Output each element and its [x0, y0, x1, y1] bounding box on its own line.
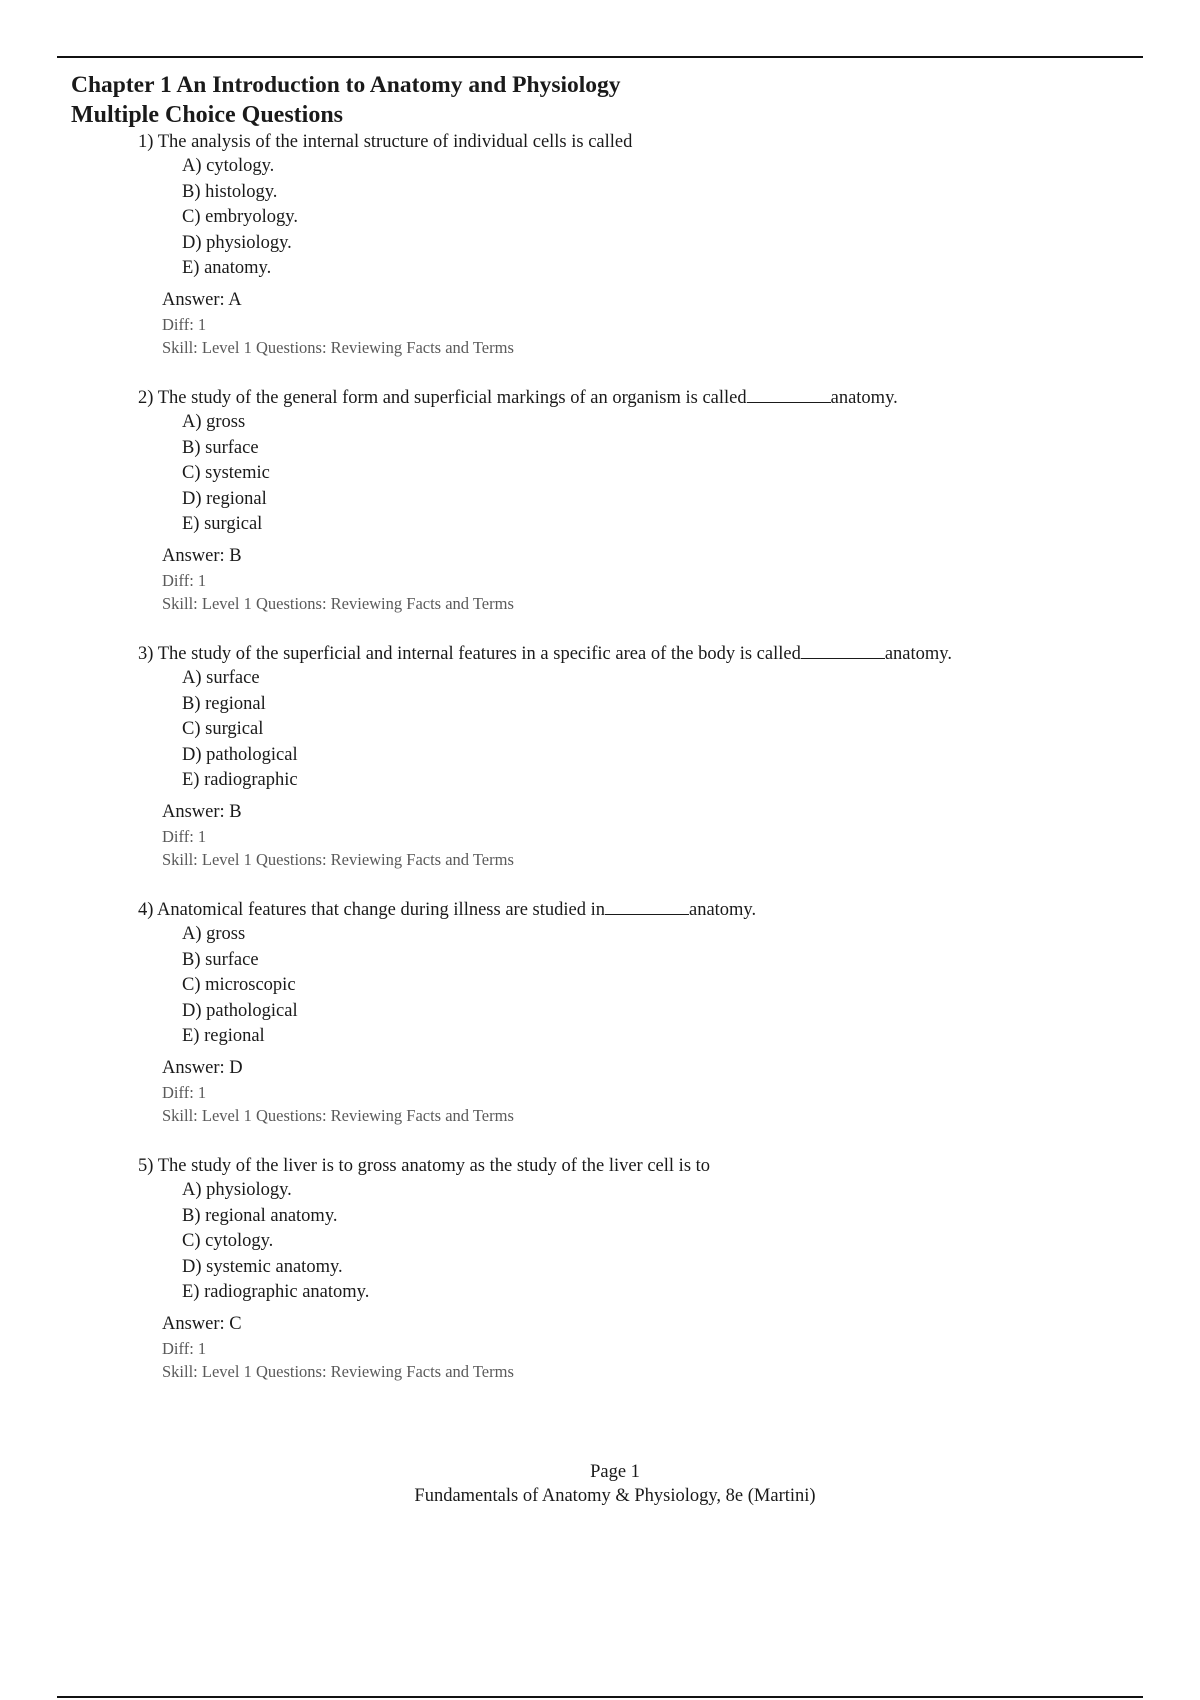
answer-option: C) embryology.: [182, 207, 298, 228]
answer-blank: [801, 643, 885, 659]
section-title: Multiple Choice Questions: [71, 102, 344, 128]
answer-option: A) physiology.: [182, 1180, 292, 1200]
question-text: 3) The study of the superficial and internal features in a specific area of the body is called: [138, 644, 801, 664]
answer-blank: [605, 899, 689, 915]
question-item: [138, 130, 1138, 386]
question-stem: [138, 1154, 710, 1178]
answer-option: E) radiographic anatomy.: [182, 1282, 370, 1303]
chapter-title: Chapter 1 An Introduction to Anatomy and Physiology: [71, 72, 621, 98]
question-text: 2) The study of the general form and superficial markings of an organism is called: [138, 388, 747, 408]
option-list: [182, 1178, 369, 1306]
answer-option: B) surface: [182, 437, 259, 458]
option-list: [182, 154, 298, 282]
answer-key: Answer: C: [162, 1314, 242, 1334]
skill-label: Skill: Level 1 Questions: Reviewing Facts and Terms: [162, 594, 514, 613]
question-text-end: anatomy.: [688, 900, 757, 920]
answer-option: C) cytology.: [182, 1231, 274, 1252]
skill-label: Skill: Level 1 Questions: Reviewing Facts and Terms: [162, 338, 514, 357]
answer-option: B) histology.: [182, 181, 278, 202]
answer-option: B) surface: [182, 949, 259, 970]
answer-option: B) regional: [182, 693, 266, 714]
difficulty-label: Diff: 1: [162, 1339, 207, 1358]
answer-option: A) cytology.: [182, 156, 275, 176]
question-item: [138, 386, 1138, 642]
top-rule: [57, 56, 1143, 58]
answer-option: B) regional anatomy.: [182, 1205, 338, 1226]
question-item: [138, 642, 1138, 898]
answer-option: C) microscopic: [182, 975, 296, 996]
bottom-rule: [57, 1696, 1143, 1698]
answer-option: E) regional: [182, 1026, 265, 1047]
skill-label: Skill: Level 1 Questions: Reviewing Facts and Terms: [162, 850, 514, 869]
page-number: Page 1: [590, 1462, 640, 1482]
book-title: Fundamentals of Anatomy & Physiology, 8e (Martini): [414, 1486, 816, 1506]
difficulty-label: Diff: 1: [162, 315, 207, 334]
answer-key: Answer: B: [162, 802, 242, 822]
answer-option: D) pathological: [182, 744, 298, 765]
difficulty-label: Diff: 1: [162, 571, 207, 590]
option-list: [182, 922, 298, 1050]
answer-option: A) gross: [182, 924, 246, 944]
question-item: [138, 898, 1138, 1154]
answer-option: E) radiographic: [182, 770, 298, 791]
question-stem: [138, 386, 898, 410]
question-list: [138, 130, 1138, 1410]
answer-option: A) surface: [182, 668, 260, 688]
answer-option: D) regional: [182, 488, 267, 509]
question-text: 1) The analysis of the internal structure of individual cells is called: [138, 132, 633, 152]
option-list: [182, 666, 298, 794]
question-stem: [138, 642, 952, 666]
answer-option: D) physiology.: [182, 232, 292, 253]
question-text: 4) Anatomical features that change during illness are studied in: [138, 900, 605, 920]
answer-key: Answer: A: [162, 290, 242, 310]
answer-key: Answer: B: [162, 546, 242, 566]
page-footer: [0, 1460, 1200, 1508]
option-list: [182, 410, 270, 538]
answer-option: C) surgical: [182, 719, 264, 740]
answer-option: A) gross: [182, 412, 246, 432]
question-item: [138, 1154, 1138, 1410]
question-stem: [138, 130, 632, 154]
question-stem: [138, 898, 756, 922]
answer-option: C) systemic: [182, 463, 270, 484]
answer-key: Answer: D: [162, 1058, 243, 1078]
answer-option: D) systemic anatomy.: [182, 1256, 343, 1277]
answer-option: D) pathological: [182, 1000, 298, 1021]
question-text-end: anatomy.: [830, 388, 898, 408]
document-header: [71, 70, 621, 130]
skill-label: Skill: Level 1 Questions: Reviewing Facts and Terms: [162, 1106, 514, 1125]
answer-option: E) anatomy.: [182, 258, 272, 279]
skill-label: Skill: Level 1 Questions: Reviewing Facts and Terms: [162, 1362, 514, 1381]
question-text-end: anatomy.: [884, 644, 952, 664]
answer-blank: [747, 387, 831, 403]
question-text: 5) The study of the liver is to gross anatomy as the study of the liver cell is to: [138, 1156, 711, 1176]
difficulty-label: Diff: 1: [162, 1083, 207, 1102]
answer-option: E) surgical: [182, 514, 263, 535]
difficulty-label: Diff: 1: [162, 827, 207, 846]
